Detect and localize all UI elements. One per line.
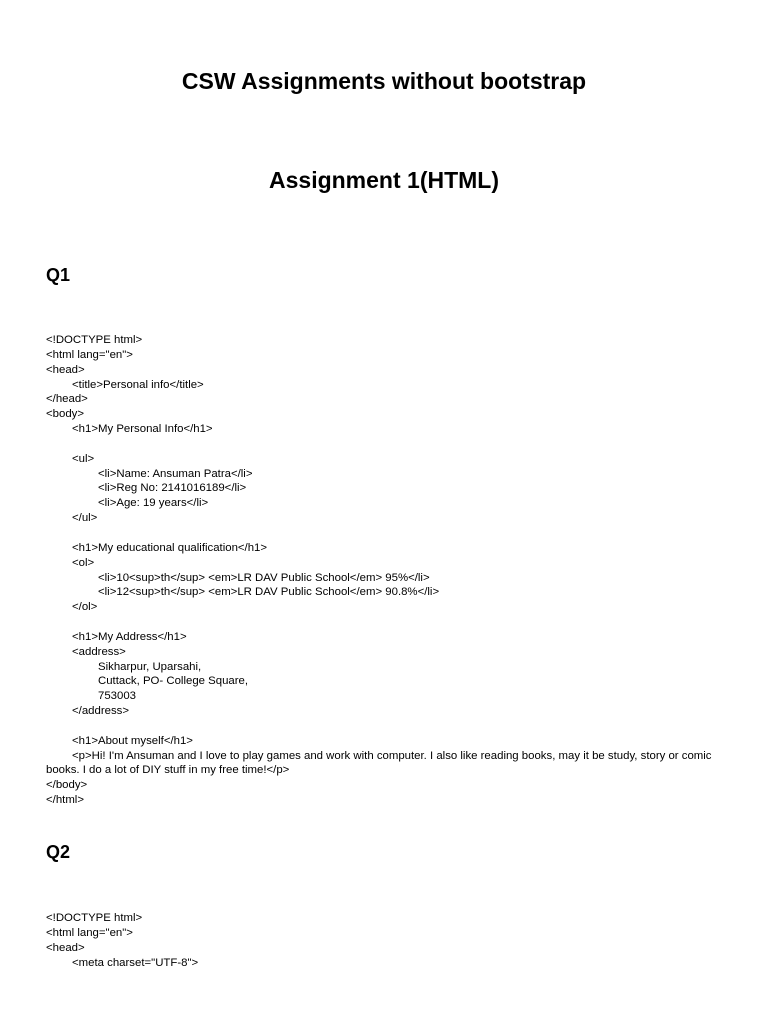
code-line: <head> xyxy=(46,941,85,954)
code-line: <meta charset="UTF-8"> xyxy=(72,956,199,969)
assignment-title: Assignment 1(HTML) xyxy=(269,167,499,193)
document-title: CSW Assignments without bootstrap xyxy=(181,68,587,94)
code-line: <body> xyxy=(46,408,85,421)
question-2-code xyxy=(46,911,722,970)
code-line: <li>10<sup>th</sup> <em>LR DAV Public School</em> 95%</li> xyxy=(98,571,430,584)
code-line-blank xyxy=(46,526,722,541)
code-line: <title>Personal info</title> xyxy=(72,378,204,391)
code-line: <html lang="en"> xyxy=(46,348,133,361)
code-line: <!DOCTYPE html> xyxy=(46,334,143,346)
code-line-blank xyxy=(46,719,722,734)
code-line: <li>Reg No: 2141016189</li> xyxy=(98,482,247,495)
code-line: <h1>My educational qualification</h1> xyxy=(72,541,268,554)
question-2-heading: Q2 xyxy=(46,842,71,862)
code-line: Sikharpur, Uparsahi, xyxy=(98,660,202,673)
code-line: <li>Age: 19 years</li> xyxy=(98,497,209,510)
code-line: <h1>About myself</h1> xyxy=(72,734,193,747)
code-line: Cuttack, PO- College Square, xyxy=(98,675,249,688)
code-line: <!DOCTYPE html> xyxy=(46,912,143,924)
question-1-heading: Q1 xyxy=(46,265,71,285)
code-line: <address> xyxy=(72,645,126,658)
code-line-blank xyxy=(46,615,722,630)
code-line: <h1>My Personal Info</h1> xyxy=(72,423,213,436)
code-line: <head> xyxy=(46,363,85,376)
code-line-blank xyxy=(46,437,722,452)
code-line: <ol> xyxy=(72,556,95,569)
code-line: <li>12<sup>th</sup> <em>LR DAV Public School</em> 90.8%</li> xyxy=(98,586,440,599)
code-line: </html> xyxy=(46,794,84,807)
code-line: </body> xyxy=(46,779,88,792)
code-line: </ol> xyxy=(72,601,98,614)
code-line-paragraph: <p>Hi! I'm Ansuman and I love to play games and work with computer. I also like reading books, may it be study, story or comic books. I do a lot of DIY stuff in my free time!</p> xyxy=(46,749,712,777)
code-line: <ul> xyxy=(72,452,95,465)
code-line: </ul> xyxy=(72,512,98,525)
code-line: <h1>My Address</h1> xyxy=(72,630,187,643)
code-line: </head> xyxy=(46,393,88,406)
code-line: 753003 xyxy=(98,690,137,703)
code-line: <html lang="en"> xyxy=(46,926,133,939)
code-line: <li>Name: Ansuman Patra</li> xyxy=(98,467,253,480)
question-1-code xyxy=(46,333,722,808)
code-line: </address> xyxy=(72,705,129,718)
